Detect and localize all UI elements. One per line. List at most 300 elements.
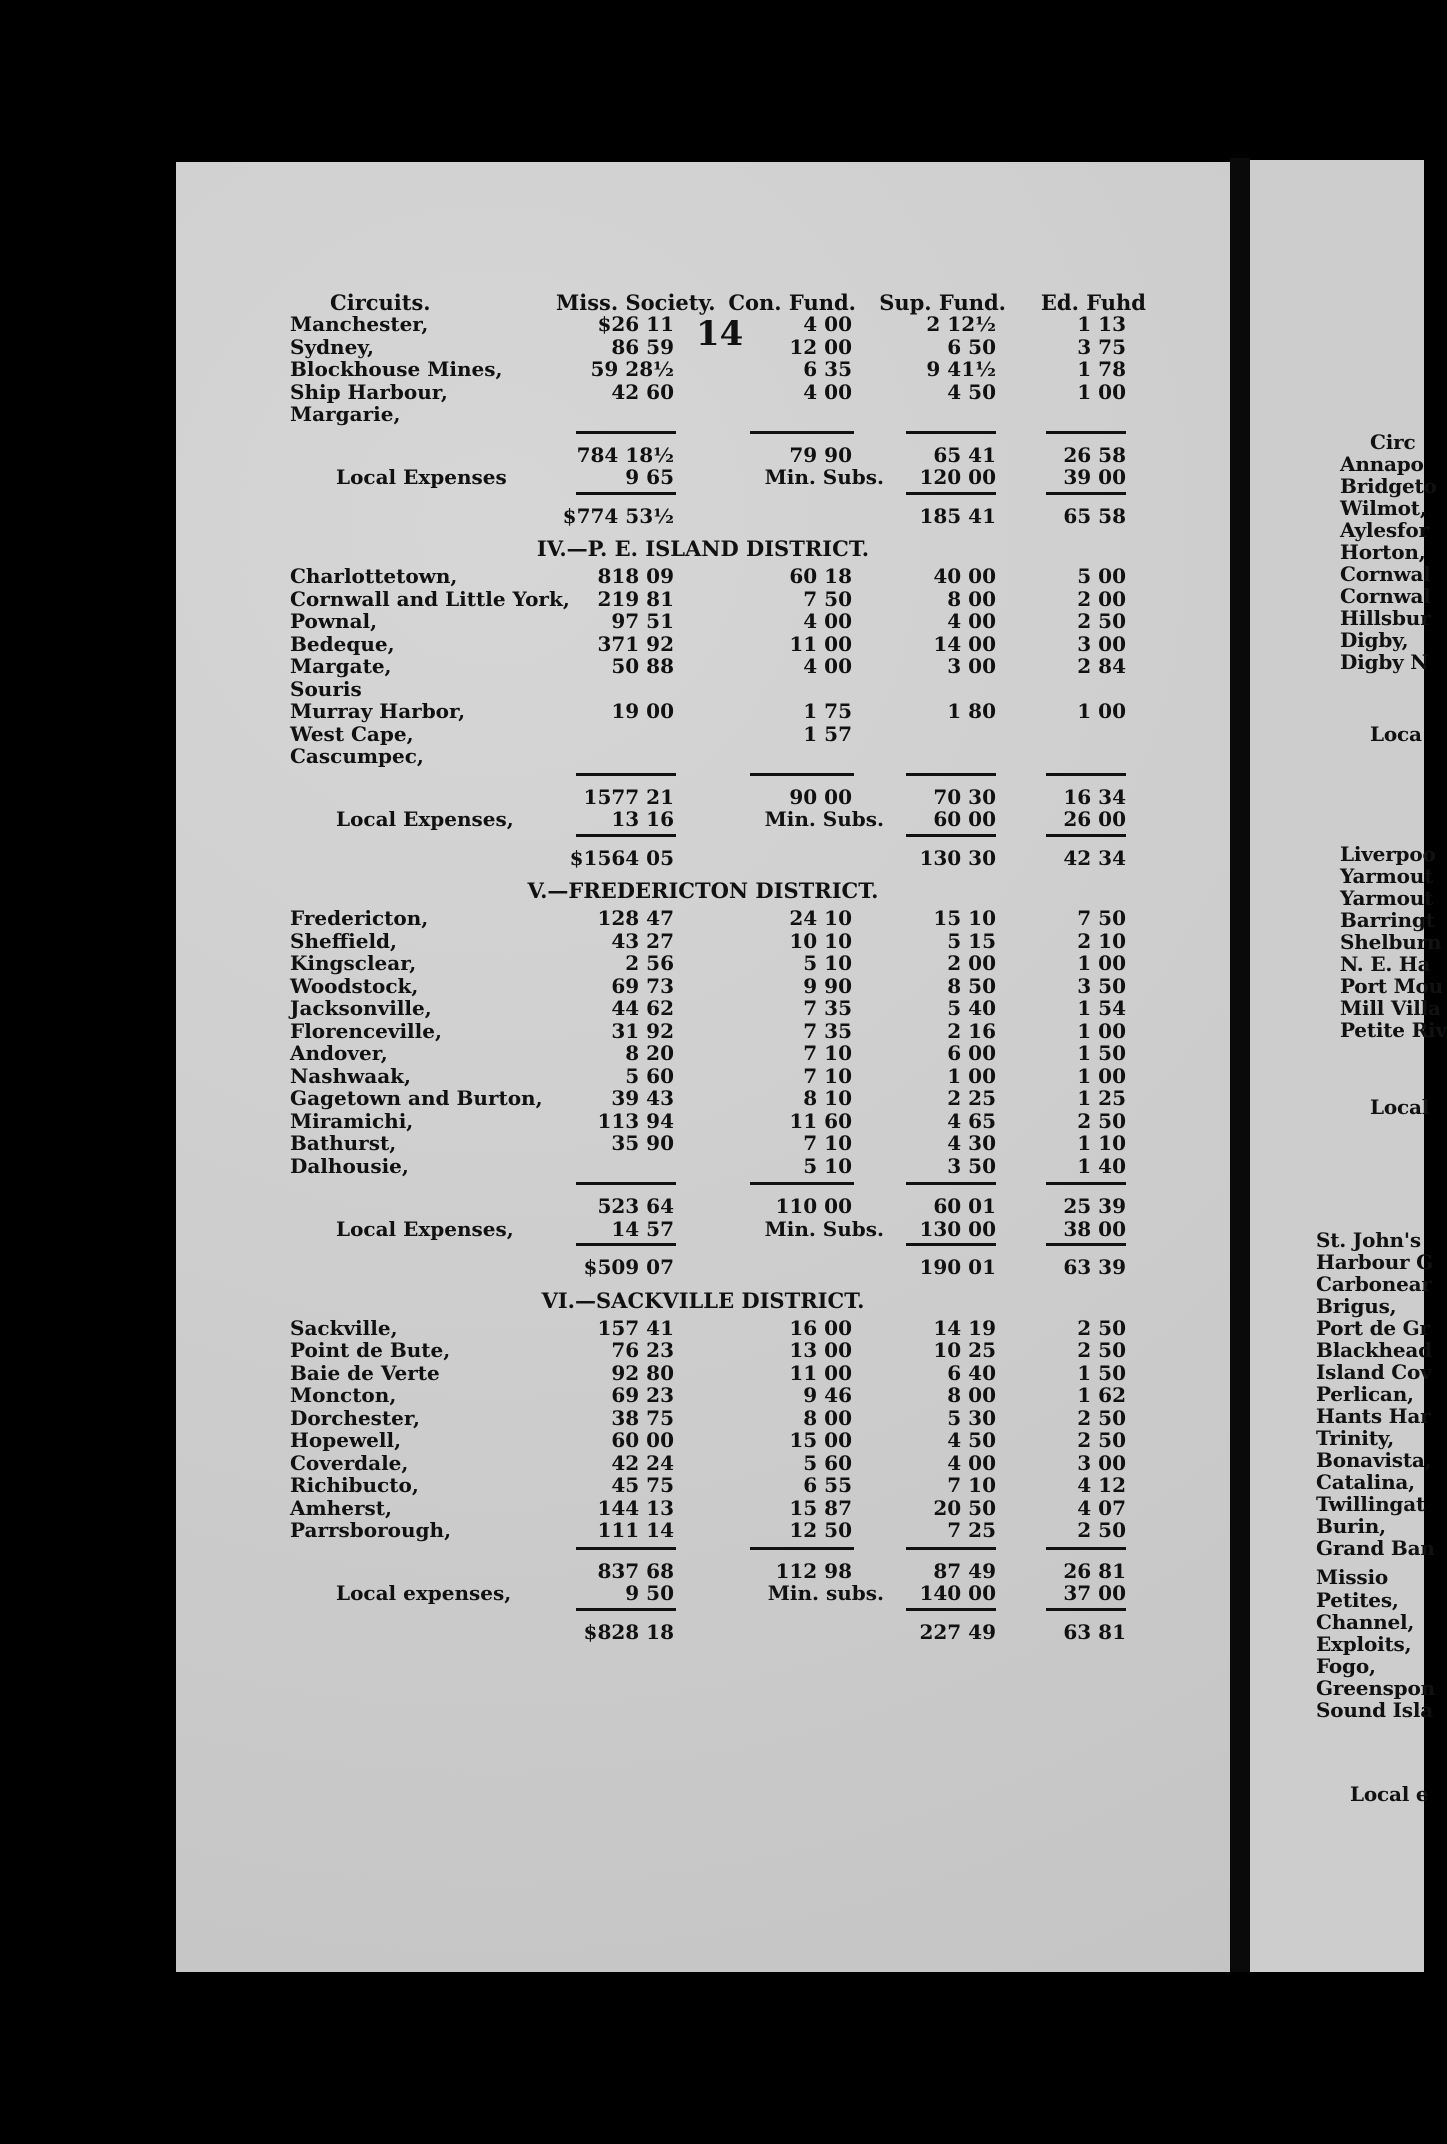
table-row	[176, 1086, 1230, 1108]
local-expenses-row	[176, 1217, 1230, 1239]
right-page-line: N. E. Ha	[1340, 952, 1431, 976]
con-fund-value: 5 10	[803, 1154, 852, 1178]
rule-line	[576, 1547, 676, 1550]
subtotal-con: 110 00	[775, 1194, 852, 1218]
con-fund-value: 15 00	[789, 1428, 852, 1452]
right-page-line: Trinity,	[1316, 1426, 1395, 1450]
circuit-name: Pownal,	[290, 609, 378, 633]
right-page-line: Catalina,	[1316, 1470, 1415, 1494]
table-row	[176, 1361, 1230, 1383]
table-row	[176, 1406, 1230, 1428]
rule-line	[576, 1608, 676, 1611]
miss-society-value: 113 94	[597, 1109, 674, 1133]
con-fund-value: 9 46	[803, 1383, 852, 1407]
local-expenses-row	[176, 1581, 1230, 1603]
district-title: V.—FREDERICTON DISTRICT.	[527, 878, 879, 903]
rule-line	[906, 1243, 996, 1246]
ed-fund-value: 3 50	[1077, 974, 1126, 998]
subtotal-sup: 65 41	[933, 443, 996, 467]
right-page-line: Liverpoo	[1340, 842, 1436, 866]
table-row	[176, 609, 1230, 631]
ed-fund-value: 3 75	[1077, 335, 1126, 359]
miss-society-value: 818 09	[597, 564, 674, 588]
right-page-line: Exploits,	[1316, 1632, 1412, 1656]
header-sup: Sup. Fund.	[879, 290, 1006, 315]
ed-fund-value: 2 84	[1077, 654, 1126, 678]
sup-fund-value: 40 00	[933, 564, 996, 588]
miss-society-value: 39 43	[611, 1086, 674, 1110]
table-row	[176, 677, 1230, 699]
sup-fund-value: 1 00	[947, 1064, 996, 1088]
table-row	[176, 1154, 1230, 1176]
circuit-name: Bedeque,	[290, 632, 395, 656]
rule-line	[1046, 431, 1126, 434]
subtotal-ed: 16 34	[1063, 785, 1126, 809]
total-row	[176, 846, 1230, 868]
circuit-name: Andover,	[290, 1041, 388, 1065]
subtotal-miss: 1577 21	[583, 785, 674, 809]
miss-society-value: 42 24	[611, 1451, 674, 1475]
rule-line	[906, 492, 996, 495]
right-page-line: Blackhead	[1316, 1338, 1432, 1362]
rule-line	[576, 1243, 676, 1246]
circuit-name: Sydney,	[290, 335, 374, 359]
sup-fund-value: 2 00	[947, 951, 996, 975]
sup-fund-value: 6 50	[947, 335, 996, 359]
subtotal-con: 90 00	[789, 785, 852, 809]
local-sup: 130 00	[919, 1217, 996, 1241]
con-fund-value: 12 50	[789, 1518, 852, 1542]
total-row	[176, 504, 1230, 526]
table-row	[176, 699, 1230, 721]
subtotal-ed: 26 58	[1063, 443, 1126, 467]
total-sup: 190 01	[919, 1255, 996, 1279]
local-expenses-label: Local Expenses,	[336, 807, 514, 831]
total-sup: 185 41	[919, 504, 996, 528]
miss-society-value: 5 60	[625, 1064, 674, 1088]
ed-fund-value: 1 25	[1077, 1086, 1126, 1110]
table-row	[176, 357, 1230, 379]
sup-fund-value: 4 50	[947, 380, 996, 404]
local-ed: 38 00	[1063, 1217, 1126, 1241]
sup-fund-value: 4 30	[947, 1131, 996, 1155]
left-page	[176, 162, 1230, 1972]
con-fund-value: 7 35	[803, 1019, 852, 1043]
right-page-line: Cornwal	[1340, 584, 1431, 608]
miss-society-value: 44 62	[611, 996, 674, 1020]
ed-fund-value: 1 00	[1077, 1019, 1126, 1043]
rule-line	[906, 773, 996, 776]
district-title: VI.—SACKVILLE DISTRICT.	[541, 1287, 865, 1313]
local-ed: 26 00	[1063, 807, 1126, 831]
sup-fund-value: 8 00	[947, 1383, 996, 1407]
sup-fund-value: 2 25	[947, 1086, 996, 1110]
circuit-name: Dorchester,	[290, 1406, 420, 1430]
circuit-name: Nashwaak,	[290, 1064, 411, 1088]
con-fund-value: 4 00	[803, 654, 852, 678]
sup-fund-value: 1 80	[947, 699, 996, 723]
rule-line	[576, 1182, 676, 1185]
con-fund-value: 5 60	[803, 1451, 852, 1475]
header-con: Con. Fund.	[728, 290, 856, 315]
right-page-line: Island Cov	[1316, 1360, 1432, 1384]
right-page-line: Yarmout	[1340, 864, 1434, 888]
rule-line	[1046, 834, 1126, 837]
ed-fund-value: 1 00	[1077, 951, 1126, 975]
rule-line	[906, 431, 996, 434]
circuit-name: Miramichi,	[290, 1109, 414, 1133]
total-sup: 227 49	[919, 1620, 996, 1644]
right-page-line: Fogo,	[1316, 1654, 1376, 1678]
table-row	[176, 951, 1230, 973]
total-ed: 63 81	[1063, 1620, 1126, 1644]
circuit-name: Coverdale,	[290, 1451, 409, 1475]
miss-society-value: 111 14	[597, 1518, 674, 1542]
con-fund-value: 10 10	[789, 929, 852, 953]
circuit-name: Cornwall and Little York,	[290, 587, 570, 611]
miss-society-value: 38 75	[611, 1406, 674, 1430]
rule-line	[1046, 1608, 1126, 1611]
header-row	[176, 290, 1230, 315]
ed-fund-value: 2 50	[1077, 1338, 1126, 1362]
rule-line	[1046, 773, 1126, 776]
circuit-name: West Cape,	[290, 722, 414, 746]
rule-line	[576, 834, 676, 837]
local-miss: 14 57	[611, 1217, 674, 1241]
sup-fund-value: 9 41½	[926, 357, 996, 381]
rule-line	[750, 431, 854, 434]
con-fund-value: 6 55	[803, 1473, 852, 1497]
sup-fund-value: 7 10	[947, 1473, 996, 1497]
table-row	[176, 1428, 1230, 1450]
con-fund-value: 11 60	[789, 1109, 852, 1133]
con-fund-value: 13 00	[789, 1338, 852, 1362]
circuit-name: Parrsborough,	[290, 1518, 452, 1542]
rule-line	[576, 431, 676, 434]
ed-fund-value: 2 50	[1077, 1518, 1126, 1542]
ed-fund-value: 1 40	[1077, 1154, 1126, 1178]
sup-fund-value: 8 50	[947, 974, 996, 998]
local-miss: 9 50	[625, 1581, 674, 1605]
con-fund-value: 16 00	[789, 1316, 852, 1340]
miss-society-value: 42 60	[611, 380, 674, 404]
rule-line	[906, 834, 996, 837]
ed-fund-value: 4 07	[1077, 1496, 1126, 1520]
ed-fund-value: 1 78	[1077, 357, 1126, 381]
local-expenses-row	[176, 807, 1230, 829]
total-ed: 63 39	[1063, 1255, 1126, 1279]
sup-fund-value: 4 65	[947, 1109, 996, 1133]
circuit-name: Sackville,	[290, 1316, 398, 1340]
right-page-line: Petite Riv	[1340, 1018, 1447, 1042]
sup-fund-value: 15 10	[933, 906, 996, 930]
right-page-line: Local	[1370, 1095, 1430, 1119]
table-row	[176, 1338, 1230, 1360]
table-row	[176, 1383, 1230, 1405]
miss-society-value: 31 92	[611, 1019, 674, 1043]
rule-line	[906, 1182, 996, 1185]
table-row	[176, 335, 1230, 357]
con-fund-value: 7 50	[803, 587, 852, 611]
con-fund-value: 1 57	[803, 722, 852, 746]
local-expenses-row	[176, 465, 1230, 487]
table-row	[176, 587, 1230, 609]
table-row	[176, 906, 1230, 928]
miss-society-value: 69 73	[611, 974, 674, 998]
miss-society-value: 86 59	[611, 335, 674, 359]
right-page-line: Shelburn	[1340, 930, 1442, 954]
subtotal-row	[176, 1194, 1230, 1216]
ed-fund-value: 1 13	[1077, 312, 1126, 336]
con-fund-value: 12 00	[789, 335, 852, 359]
local-ed: 37 00	[1063, 1581, 1126, 1605]
header-ed: Ed. Fuhd	[1040, 290, 1146, 315]
table-row	[176, 1316, 1230, 1338]
right-page-line: Greenspon	[1316, 1676, 1435, 1700]
sup-fund-value: 3 50	[947, 1154, 996, 1178]
ed-fund-value: 2 50	[1077, 1428, 1126, 1452]
right-page-line: Port Mou	[1340, 974, 1443, 998]
rule-line	[750, 1547, 854, 1550]
table-row	[176, 1109, 1230, 1131]
ed-fund-value: 2 10	[1077, 929, 1126, 953]
rule-line	[750, 1182, 854, 1185]
local-expenses-label: Local expenses,	[336, 1581, 512, 1605]
table-row	[176, 1451, 1230, 1473]
rule-line	[906, 1608, 996, 1611]
ed-fund-value: 2 00	[1077, 587, 1126, 611]
miss-society-value: 19 00	[611, 699, 674, 723]
total-sup: 130 30	[919, 846, 996, 870]
miss-society-value: 144 13	[597, 1496, 674, 1520]
subtotal-con: 79 90	[789, 443, 852, 467]
miss-society-value: $26 11	[597, 312, 674, 336]
local-expenses-label: Local Expenses,	[336, 1217, 514, 1241]
right-page-line: Harbour G	[1316, 1250, 1434, 1274]
total-ed: 65 58	[1063, 504, 1126, 528]
con-fund-value: 4 00	[803, 380, 852, 404]
con-fund-value: 4 00	[803, 609, 852, 633]
circuit-name: Margate,	[290, 654, 392, 678]
con-fund-value: 7 10	[803, 1131, 852, 1155]
table-row	[176, 312, 1230, 334]
total-row	[176, 1620, 1230, 1642]
min-subs-label: Min. Subs.	[764, 807, 884, 831]
con-fund-value: 6 35	[803, 357, 852, 381]
table-row	[176, 1131, 1230, 1153]
circuit-name: Sheffield,	[290, 929, 397, 953]
right-page-line: Bonavista,	[1316, 1448, 1432, 1472]
right-page-line: Loca	[1370, 722, 1422, 746]
circuit-name: Souris	[290, 677, 362, 701]
ed-fund-value: 1 00	[1077, 380, 1126, 404]
circuit-name: Blockhouse Mines,	[290, 357, 503, 381]
rule-line	[750, 773, 854, 776]
con-fund-value: 9 90	[803, 974, 852, 998]
right-page-line: Missio	[1316, 1565, 1388, 1589]
con-fund-value: 7 10	[803, 1041, 852, 1065]
local-miss: 9 65	[625, 465, 674, 489]
miss-society-value: 2 56	[625, 951, 674, 975]
sup-fund-value: 2 12½	[926, 312, 996, 336]
subtotal-row	[176, 443, 1230, 465]
circuit-name: Cascumpec,	[290, 744, 424, 768]
con-fund-value: 1 75	[803, 699, 852, 723]
circuit-name: Moncton,	[290, 1383, 397, 1407]
total-miss: $509 07	[583, 1255, 674, 1279]
local-sup: 60 00	[933, 807, 996, 831]
ed-fund-value: 1 50	[1077, 1361, 1126, 1385]
min-subs-label: Min. Subs.	[764, 465, 884, 489]
circuit-name: Manchester,	[290, 312, 429, 336]
rule-line	[1046, 492, 1126, 495]
miss-society-value: 97 51	[611, 609, 674, 633]
subtotal-sup: 70 30	[933, 785, 996, 809]
subtotal-miss: 523 64	[597, 1194, 674, 1218]
circuit-name: Kingsclear,	[290, 951, 417, 975]
local-sup: 140 00	[919, 1581, 996, 1605]
right-page-line: Carbonear	[1316, 1272, 1432, 1296]
right-page-line: Hants Har	[1316, 1404, 1431, 1428]
con-fund-value: 60 18	[789, 564, 852, 588]
right-page-line: Petites,	[1316, 1588, 1399, 1612]
sup-fund-value: 14 00	[933, 632, 996, 656]
con-fund-value: 11 00	[789, 1361, 852, 1385]
min-subs-label: Min. Subs.	[764, 1217, 884, 1241]
sup-fund-value: 10 25	[933, 1338, 996, 1362]
miss-society-value: 8 20	[625, 1041, 674, 1065]
right-page-line: Twillingat	[1316, 1492, 1426, 1516]
sup-fund-value: 6 00	[947, 1041, 996, 1065]
con-fund-value: 8 10	[803, 1086, 852, 1110]
con-fund-value: 4 00	[803, 312, 852, 336]
table-row	[176, 1041, 1230, 1063]
header-miss: Miss. Society.	[556, 290, 716, 315]
con-fund-value: 15 87	[789, 1496, 852, 1520]
ed-fund-value: 3 00	[1077, 1451, 1126, 1475]
ed-fund-value: 2 50	[1077, 1109, 1126, 1133]
local-miss: 13 16	[611, 807, 674, 831]
rule-line	[1046, 1182, 1126, 1185]
miss-society-value: 371 92	[597, 632, 674, 656]
right-page-line: Digby N	[1340, 650, 1429, 674]
local-sup: 120 00	[919, 465, 996, 489]
miss-society-value: 92 80	[611, 1361, 674, 1385]
ed-fund-value: 1 50	[1077, 1041, 1126, 1065]
circuit-name: Florenceville,	[290, 1019, 442, 1043]
sup-fund-value: 5 30	[947, 1406, 996, 1430]
circuit-name: Charlottetown,	[290, 564, 458, 588]
circuit-name: Point de Bute,	[290, 1338, 451, 1362]
subtotal-con: 112 98	[775, 1559, 852, 1583]
table-row	[176, 1518, 1230, 1540]
right-page-line: Sound Isla	[1316, 1698, 1433, 1722]
right-page-line: Digby,	[1340, 628, 1409, 652]
table-row	[176, 564, 1230, 586]
circuit-name: Richibucto,	[290, 1473, 419, 1497]
table-row	[176, 1473, 1230, 1495]
right-page-line: Burin,	[1316, 1514, 1386, 1538]
miss-society-value: 76 23	[611, 1338, 674, 1362]
table-row	[176, 996, 1230, 1018]
subtotal-row	[176, 785, 1230, 807]
ed-fund-value: 1 10	[1077, 1131, 1126, 1155]
total-row	[176, 1255, 1230, 1277]
miss-society-value: 219 81	[597, 587, 674, 611]
right-page-line: Brigus,	[1316, 1294, 1397, 1318]
total-ed: 42 34	[1063, 846, 1126, 870]
circuit-name: Ship Harbour,	[290, 380, 448, 404]
sup-fund-value: 6 40	[947, 1361, 996, 1385]
table-row	[176, 632, 1230, 654]
ed-fund-value: 2 50	[1077, 1406, 1126, 1430]
miss-society-value: 45 75	[611, 1473, 674, 1497]
right-page-line: St. John's	[1316, 1228, 1421, 1252]
right-page-line: Bridgeto	[1340, 474, 1437, 498]
con-fund-value: 8 00	[803, 1406, 852, 1430]
miss-society-value: 60 00	[611, 1428, 674, 1452]
right-page-line: Cornwal	[1340, 562, 1431, 586]
ed-fund-value: 1 62	[1077, 1383, 1126, 1407]
con-fund-value: 5 10	[803, 951, 852, 975]
table-row	[176, 380, 1230, 402]
ed-fund-value: 7 50	[1077, 906, 1126, 930]
min-subs-label: Min. subs.	[767, 1581, 884, 1605]
table-row	[176, 744, 1230, 766]
sup-fund-value: 5 40	[947, 996, 996, 1020]
right-page-line: Wilmot,	[1340, 496, 1427, 520]
right-page-line: Mill Villa	[1340, 996, 1441, 1020]
subtotal-miss: 837 68	[597, 1559, 674, 1583]
circuit-name: Woodstock,	[290, 974, 419, 998]
ed-fund-value: 2 50	[1077, 1316, 1126, 1340]
sup-fund-value: 4 00	[947, 1451, 996, 1475]
right-page-line: Local e	[1350, 1782, 1429, 1806]
right-page-line: Port de Gr	[1316, 1316, 1430, 1340]
circuit-name: Jacksonville,	[290, 996, 432, 1020]
sup-fund-value: 5 15	[947, 929, 996, 953]
ed-fund-value: 3 00	[1077, 632, 1126, 656]
miss-society-value: 50 88	[611, 654, 674, 678]
miss-society-value: 43 27	[611, 929, 674, 953]
circuit-name: Margarie,	[290, 402, 401, 426]
miss-society-value: 59 28½	[590, 357, 674, 381]
circuit-name: Murray Harbor,	[290, 699, 466, 723]
sup-fund-value: 4 50	[947, 1428, 996, 1452]
con-fund-value: 24 10	[789, 906, 852, 930]
right-page-line: Hillsbur	[1340, 606, 1431, 630]
ed-fund-value: 4 12	[1077, 1473, 1126, 1497]
con-fund-value: 7 10	[803, 1064, 852, 1088]
local-ed: 39 00	[1063, 465, 1126, 489]
sup-fund-value: 3 00	[947, 654, 996, 678]
sup-fund-value: 4 00	[947, 609, 996, 633]
sup-fund-value: 2 16	[947, 1019, 996, 1043]
rule-line	[576, 773, 676, 776]
header-circuits: Circuits.	[330, 290, 431, 315]
con-fund-value: 11 00	[789, 632, 852, 656]
rule-line	[1046, 1243, 1126, 1246]
ed-fund-value: 5 00	[1077, 564, 1126, 588]
right-page-line: Channel,	[1316, 1610, 1415, 1634]
circuit-name: Amherst,	[290, 1496, 392, 1520]
right-page-line: Yarmout	[1340, 886, 1434, 910]
ed-fund-value: 1 00	[1077, 699, 1126, 723]
book-gutter	[1230, 158, 1250, 1972]
subtotal-ed: 25 39	[1063, 1194, 1126, 1218]
circuit-name: Hopewell,	[290, 1428, 402, 1452]
subtotal-miss: 784 18½	[576, 443, 674, 467]
